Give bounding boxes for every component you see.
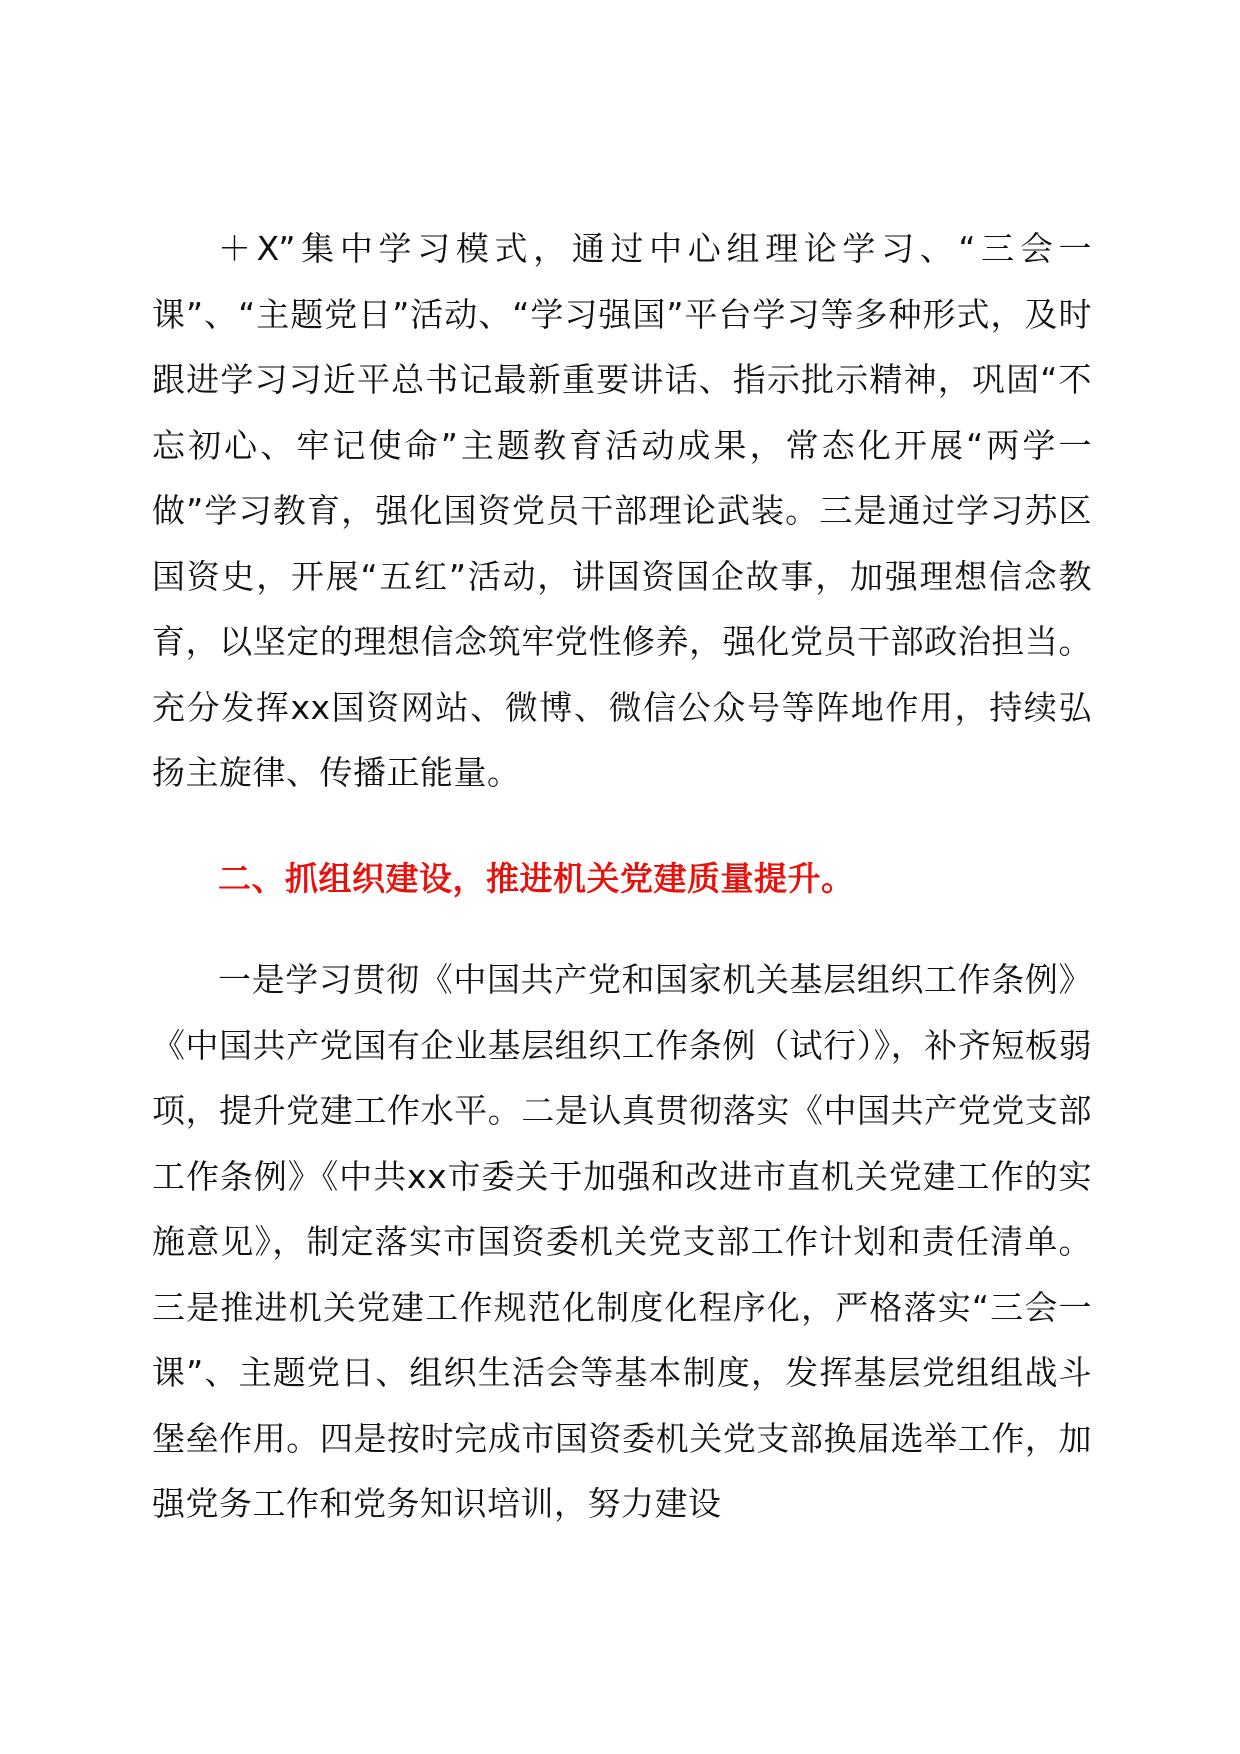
paragraph-spacer: [152, 911, 1092, 947]
document-body: [152, 216, 1092, 1537]
paragraph-theory-study: ＋X”集中学习模式，通过中心组理论学习、“三会一课”、“主题党日”活动、“学习强国”平台学习等多种形式，及时跟进学习习近平总书记最新重要讲话、指示批示精神，巩固“不忘初心、牢记使命”主题教育活动成果，常态化开展“两学一做”学习教育，强化国资党员干部理论武装。三是通过学习苏区国资史，开展“五红”活动，讲国资国企故事，加强理想信念教育，以坚定的理想信念筑牢党性修养，强化党员干部政治担当。充分发挥xx国资网站、微博、微信公众号等阵地作用，持续弘扬主旋律、传播正能量。: [152, 229, 1092, 792]
section-heading-organization: 二、抓组织建设，推进机关党建质量提升。: [218, 858, 855, 898]
paragraph-spacer: [152, 806, 1092, 846]
paragraph-organization-building: 一是学习贯彻《中国共产党和国家机关基层组织工作条例》《中国共产党国有企业基层组织工作条例（试行）》，补齐短板弱项，提升党建工作水平。二是认真贯彻落实《中国共产党党支部工作条例》《中共xx市委关于加强和改进市直机关党建工作的实施意见》，制定落实市国资委机关党支部工作计划和责任清单。三是推进机关党建工作规范化制度化程序化，严格落实“三会一课”、主题党日、组织生活会等基本制度，发挥基层党组组战斗堡垒作用。四是按时完成市国资委机关党支部换届选举工作，加强党务工作和党务知识培训，努力建设: [152, 960, 1092, 1523]
